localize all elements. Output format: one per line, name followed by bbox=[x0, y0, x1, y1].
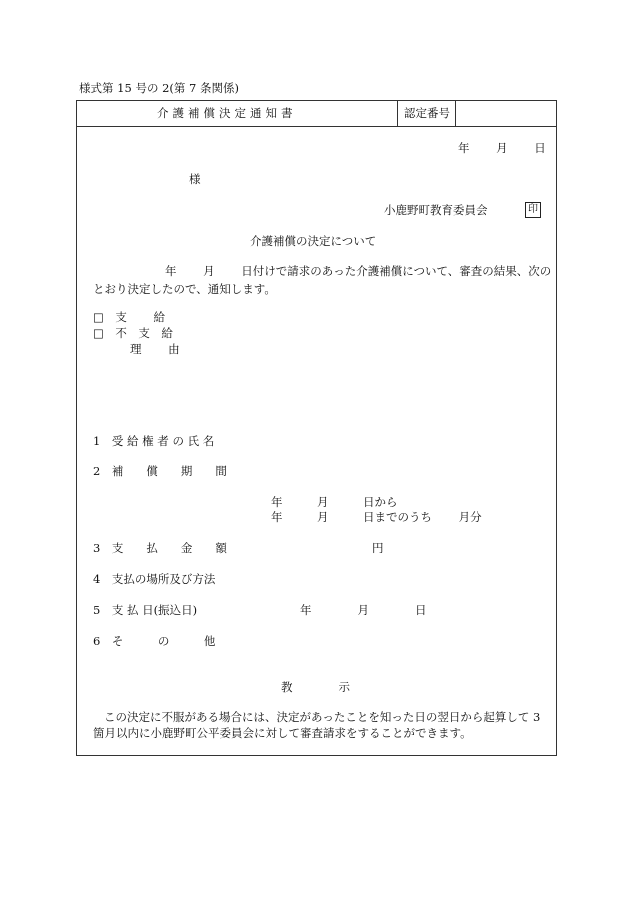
document-title: 介護補償決定通知書 bbox=[157, 106, 297, 120]
reason-label: 理 由 bbox=[130, 342, 180, 356]
period-to: 年 月 日までのうち 月分 bbox=[271, 510, 482, 524]
subject-line: 介護補償の決定について bbox=[250, 234, 377, 248]
yen-unit: 円 bbox=[372, 541, 384, 555]
item-recipient-name: 1 受 給 権 者 の 氏 名 bbox=[93, 434, 215, 448]
period-from: 年 月 日から bbox=[271, 495, 398, 509]
item-payment-date: 5 支 払 日(振込日) bbox=[93, 603, 198, 617]
item-compensation-period: 2 補 償 期 間 bbox=[93, 464, 227, 478]
issue-date: 年 月 日 bbox=[458, 141, 546, 155]
notice-line-1: この決定に不服がある場合には、決定があったことを知った日の翌日から起算して 3 bbox=[104, 710, 541, 724]
header-row bbox=[76, 100, 557, 126]
recipient-suffix: 様 bbox=[189, 172, 201, 186]
option-pay: □ 支 給 bbox=[93, 310, 166, 324]
item-payment-amount: 3 支 払 金 額 bbox=[93, 541, 227, 555]
body-line-2: とおり決定したので、通知します。 bbox=[93, 282, 276, 296]
certification-number-field[interactable] bbox=[456, 101, 556, 127]
body-line-1: 年 月 日付けで請求のあった介護補償について、審査の結果、次の bbox=[165, 264, 552, 278]
issuer-name: 小鹿野町教育委員会 bbox=[384, 203, 488, 217]
form-number: 様式第 15 号の 2(第 7 条関係) bbox=[79, 81, 240, 95]
notice-line-2: 箇月以内に小鹿野町公平委員会に対して審査請求をすることができます。 bbox=[93, 726, 472, 740]
certification-label-cell bbox=[398, 101, 456, 127]
title-cell bbox=[77, 101, 398, 127]
item-payment-place-method: 4 支払の場所及び方法 bbox=[93, 572, 216, 586]
option-no-pay: □ 不 支 給 bbox=[93, 326, 173, 340]
notice-title: 教 示 bbox=[281, 680, 350, 694]
payment-date-value: 年 月 日 bbox=[300, 603, 427, 617]
certification-number-label: 認定番号 bbox=[404, 106, 450, 120]
item-other: 6 そ の 他 bbox=[93, 634, 216, 648]
seal-stamp: 印 bbox=[525, 202, 541, 218]
